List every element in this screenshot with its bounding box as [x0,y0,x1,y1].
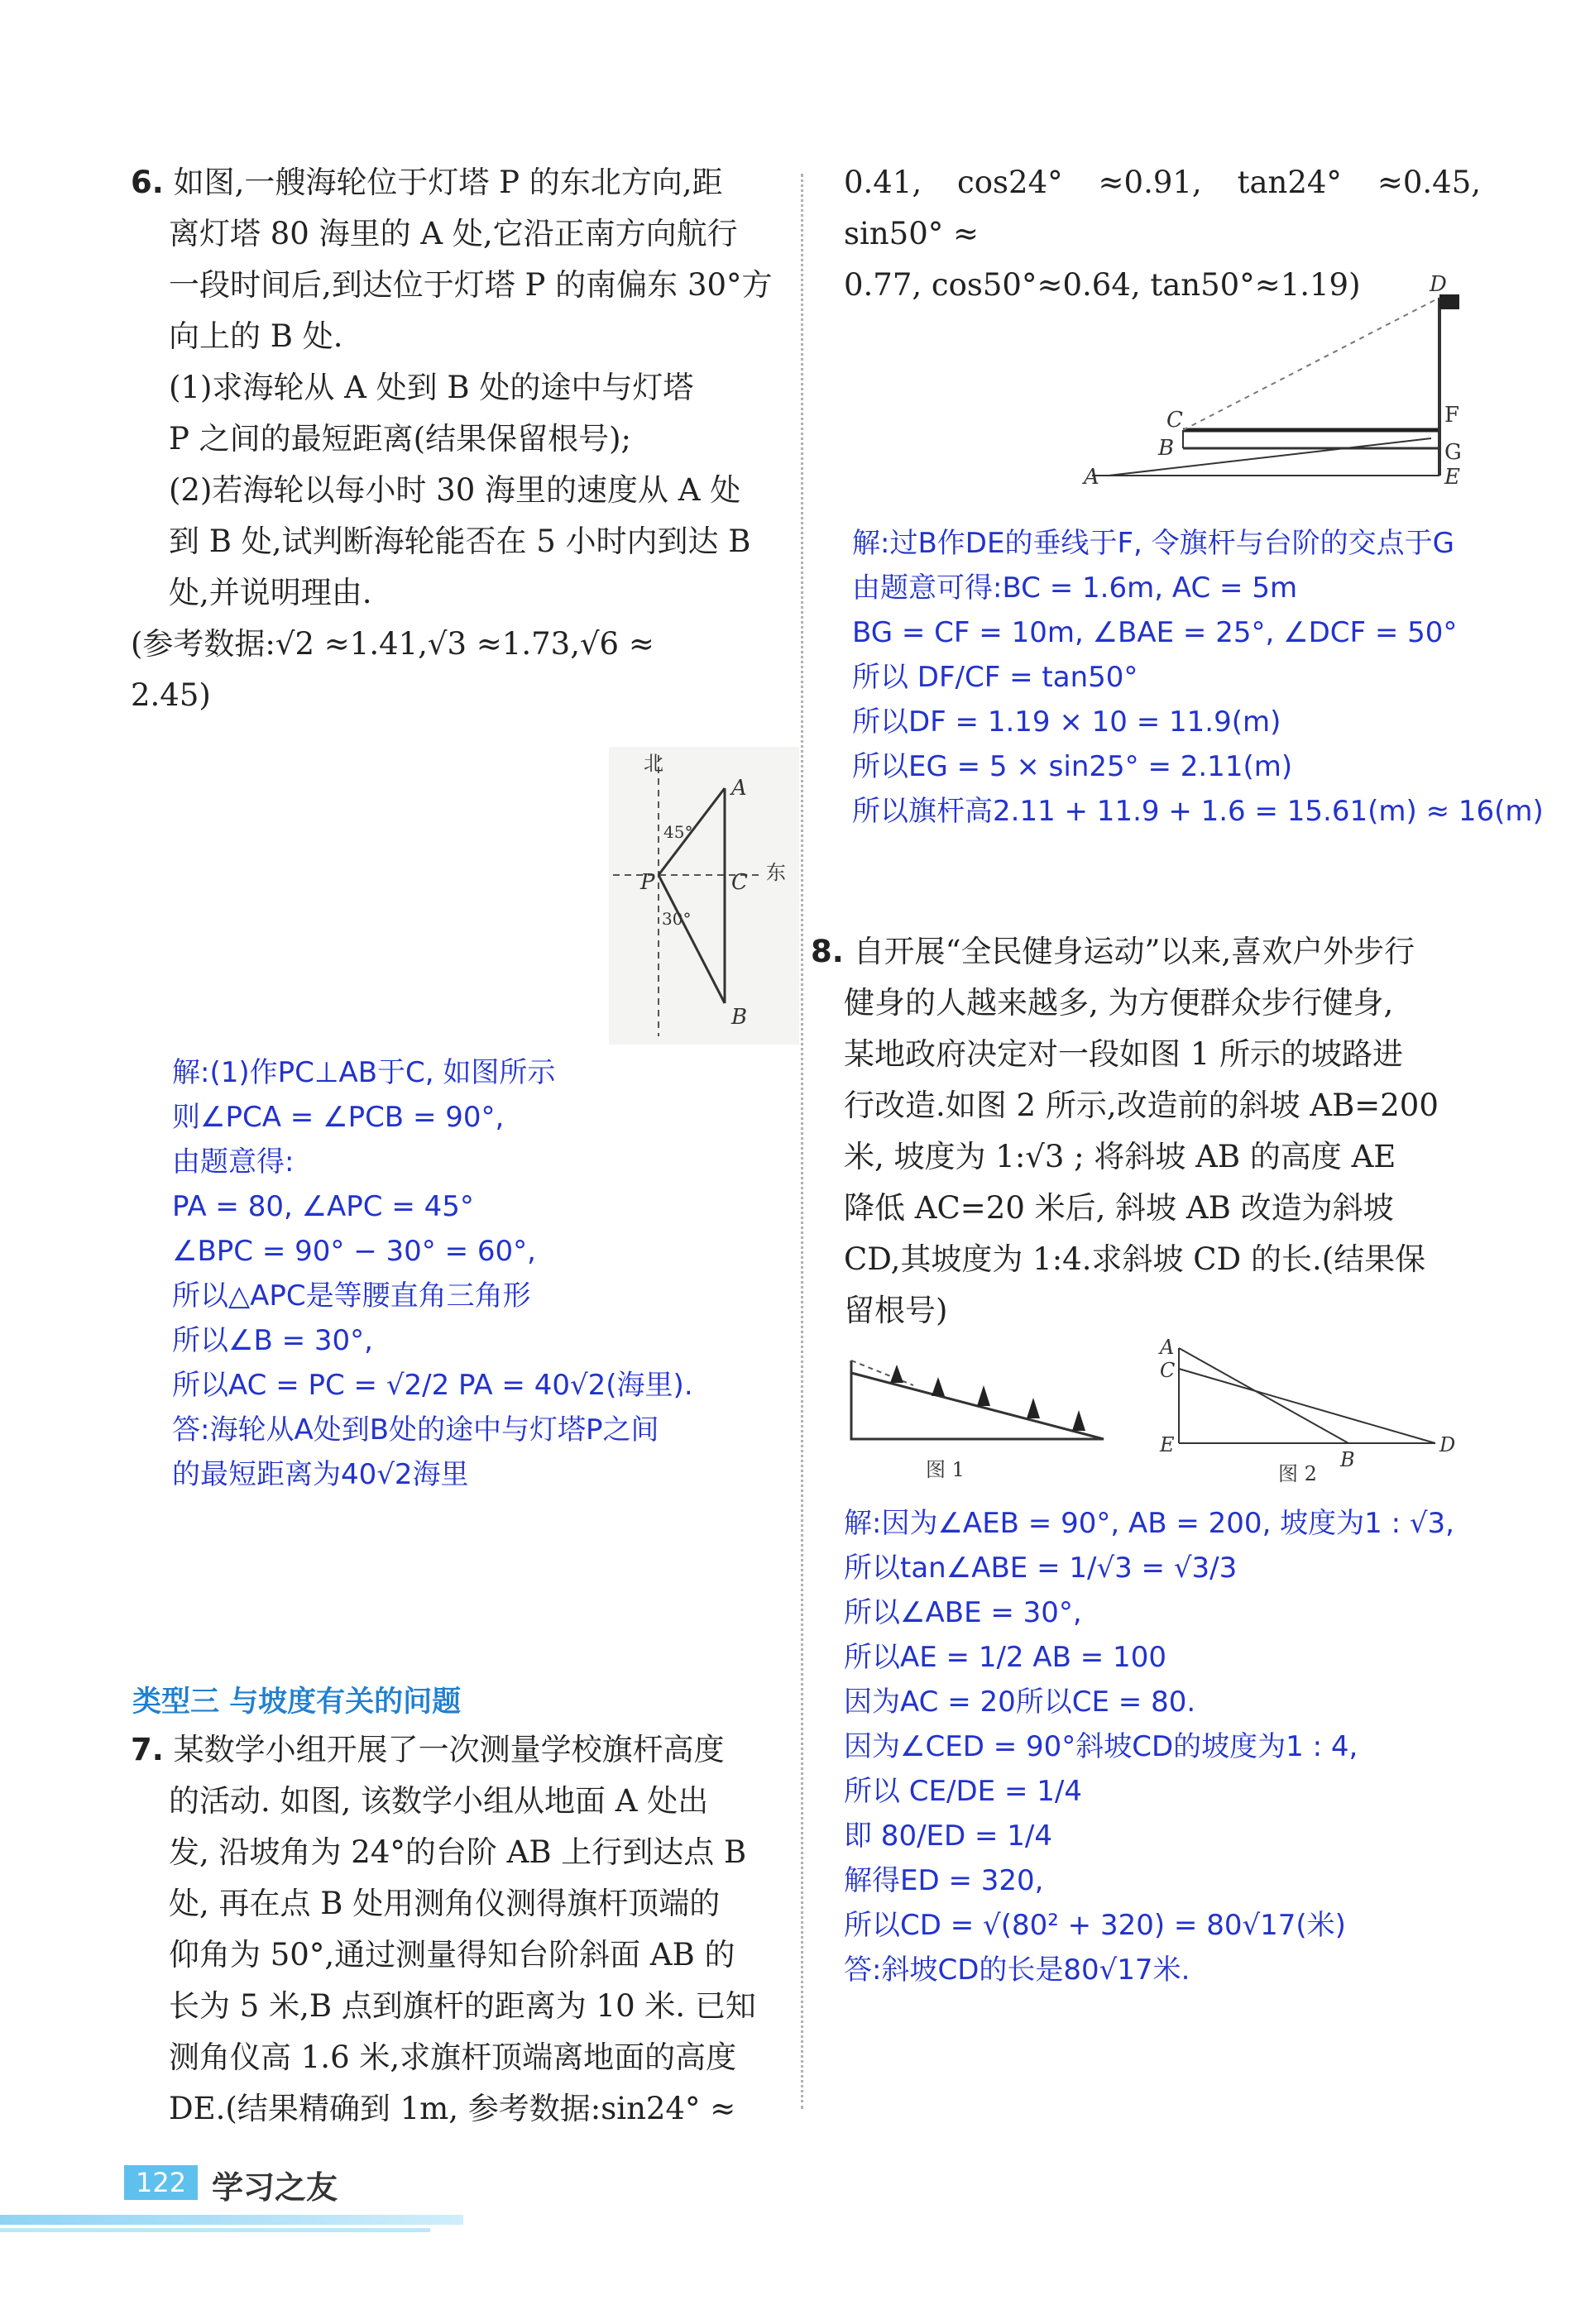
point-F: F [1444,403,1460,428]
solution-line: 答:斜坡CD的长是80√17米. [844,1953,1190,1987]
figure-q8-1 [847,1340,1112,1480]
solution-q7 [852,521,1544,834]
question-text: 某地政府决定对一段如图 1 所示的坡路进 [844,1036,1404,1072]
point-B: B [1158,436,1175,461]
solution-line: 由题意可得:BC = 1.6m, AC = 5m [852,571,1298,605]
solution-line: 所以 DF/CF = tan50° [852,661,1138,694]
question-number: 6. [131,165,164,200]
solution-line: 所以旗杆高2.11 + 11.9 + 1.6 = 15.61(m) ≈ 16(m) [852,795,1544,828]
point-D: D [1430,273,1447,297]
question-text: 仰角为 50°,通过测量得知台阶斜面 AB 的 [169,1937,735,1973]
point-A: A [731,776,747,801]
solution-line: 解:因为∠AEB = 90°, AB = 200, 坡度为1 : √3, [844,1507,1454,1540]
figure-q7 [1075,273,1473,488]
point-A: A [1084,465,1099,488]
point-B: B [1340,1448,1355,1471]
east-label: 东 [766,861,786,884]
solution-line: 所以CD = √(80² + 320) = 80√17(米) [844,1909,1346,1942]
fig2-caption: 图 2 [1278,1462,1317,1485]
question-text: 某数学小组开展了一次测量学校旗杆高度 [173,1732,725,1767]
question-6 [131,157,784,721]
solution-line: 所以AC = PC = √2/2 PA = 40√2(海里). [172,1369,693,1402]
solution-line: 解:(1)作PC⊥AB于C, 如图所示 [172,1056,556,1089]
solution-line: 所以∠ABE = 30°, [844,1596,1082,1629]
question-text: 健身的人越来越多, 为方便群众步行健身, [844,985,1394,1021]
point-G: G [1444,440,1462,465]
sub-question: 处,并说明理由. [169,575,372,610]
question-text: 自开展“全民健身运动”以来,喜欢户外步行 [853,934,1415,969]
solution-line: 所以∠B = 30°, [172,1324,373,1357]
solution-line: 的最短距离为40√2海里 [172,1458,469,1491]
question-text: 如图,一艘海轮位于灯塔 P 的东北方向,距 [173,165,723,200]
question-text: 一段时间后,到达位于灯塔 P 的南偏东 30°方 [169,267,773,303]
page-number: 122 [124,2165,198,2200]
question-text: 米, 坡度为 1:√3 ; 将斜坡 AB 的高度 AE [844,1139,1396,1174]
question-7-continued: 0.77, cos50°≈0.64, tan50°≈1.19) [844,267,1361,303]
solution-q8 [844,1501,1454,1992]
question-text: 向上的 B 处. [169,318,343,354]
question-text: 测角仪高 1.6 米,求旗杆顶端离地面的高度 [169,2039,737,2075]
angle-30: 30° [662,909,692,929]
question-text: 的活动. 如图, 该数学小组从地面 A 处出 [169,1783,709,1819]
question-number: 8. [811,934,844,969]
solution-line: 解得ED = 320, [844,1864,1044,1897]
solution-line: 所以△APC是等腰直角三角形 [172,1279,531,1313]
footer-stripe [0,2215,463,2225]
point-D: D [1439,1433,1456,1456]
north-label: 北 [644,752,663,775]
solution-line: 所以DF = 1.19 × 10 = 11.9(m) [852,705,1281,739]
point-A: A [1160,1336,1175,1359]
solution-line: 因为AC = 20所以CE = 80. [844,1686,1196,1719]
footer-stripe-thin [0,2228,430,2232]
section-heading: 类型三 与坡度有关的问题 [132,1686,462,1719]
question-text: CD,其坡度为 1:4.求斜坡 CD 的长.(结果保 [844,1241,1426,1277]
solution-line: 解:过B作DE的垂线于F, 令旗杆与台阶的交点于G [852,527,1454,560]
point-P: P [640,870,655,895]
solution-line: 因为∠CED = 90°斜坡CD的坡度为1 : 4, [844,1730,1358,1763]
fig1-caption: 图 1 [926,1458,965,1480]
solution-line: BG = CF = 10m, ∠BAE = 25°, ∠DCF = 50° [852,616,1458,649]
left-column [131,157,786,2126]
reference-data: 2.45) [131,677,211,713]
question-7 [131,1724,784,2135]
sub-question: 到 B 处,试判断海轮能否在 5 小时内到达 B [169,524,751,559]
solution-q6 [172,1050,693,1497]
solution-line: 则∠PCA = ∠PCB = 90°, [172,1101,505,1134]
figure-q8-2 [1150,1327,1464,1485]
point-B: B [731,1005,748,1030]
question-text: 行改造.如图 2 所示,改造前的斜坡 AB=200 [844,1088,1439,1123]
question-text: 留根号) [844,1293,948,1328]
solution-line: 所以EG = 5 × sin25° = 2.11(m) [852,750,1293,783]
point-C: C [731,870,748,895]
solution-line: PA = 80, ∠APC = 45° [172,1190,474,1223]
solution-line: 由题意得: [172,1145,295,1179]
point-E: E [1444,465,1460,488]
question-text: 长为 5 米,B 点到旗杆的距离为 10 米. 已知 [169,1988,756,2024]
question-8 [811,926,1481,1337]
angle-45: 45° [663,822,693,842]
question-text: 发, 沿坡角为 24°的台阶 AB 上行到达点 B [169,1834,747,1870]
solution-line: 所以 CE/DE = 1/4 [844,1775,1082,1808]
reference-data: (参考数据:√2 ≈1.41,√3 ≈1.73,√6 ≈ [131,626,654,662]
book-title: 学习之友 [212,2169,338,2206]
solution-line: 所以tan∠ABE = 1/√3 = √3/3 [844,1552,1238,1585]
question-text: DE.(结果精确到 1m, 参考数据:sin24° ≈ [169,2091,736,2126]
point-C: C [1160,1359,1176,1382]
solution-line: 答:海轮从A处到B处的途中与灯塔P之间 [172,1413,659,1447]
point-E: E [1160,1433,1175,1456]
sub-question: P 之间的最短距离(结果保留根号); [169,421,631,457]
figure-q6 [609,747,799,1045]
sub-question: (1)求海轮从 A 处到 B 处的途中与灯塔 [169,370,694,405]
solution-line: ∠BPC = 90° − 30° = 60°, [172,1235,536,1268]
column-divider [801,174,803,2109]
right-column [811,157,1544,1987]
solution-line: 所以AE = 1/2 AB = 100 [844,1641,1166,1674]
question-text: 降低 AC=20 米后, 斜坡 AB 改造为斜坡 [844,1190,1394,1226]
question-text: 离灯塔 80 海里的 A 处,它沿正南方向航行 [169,216,738,251]
question-7-continued: 0.41, cos24° ≈0.91, tan24° ≈0.45, sin50° ≈ [844,165,1481,251]
question-text: 处, 再在点 B 处用测角仪测得旗杆顶端的 [169,1886,721,1921]
sub-question: (2)若海轮以每小时 30 海里的速度从 A 处 [169,472,741,508]
question-number: 7. [131,1732,164,1767]
solution-line: 即 80/ED = 1/4 [844,1820,1053,1853]
point-C: C [1166,408,1183,433]
